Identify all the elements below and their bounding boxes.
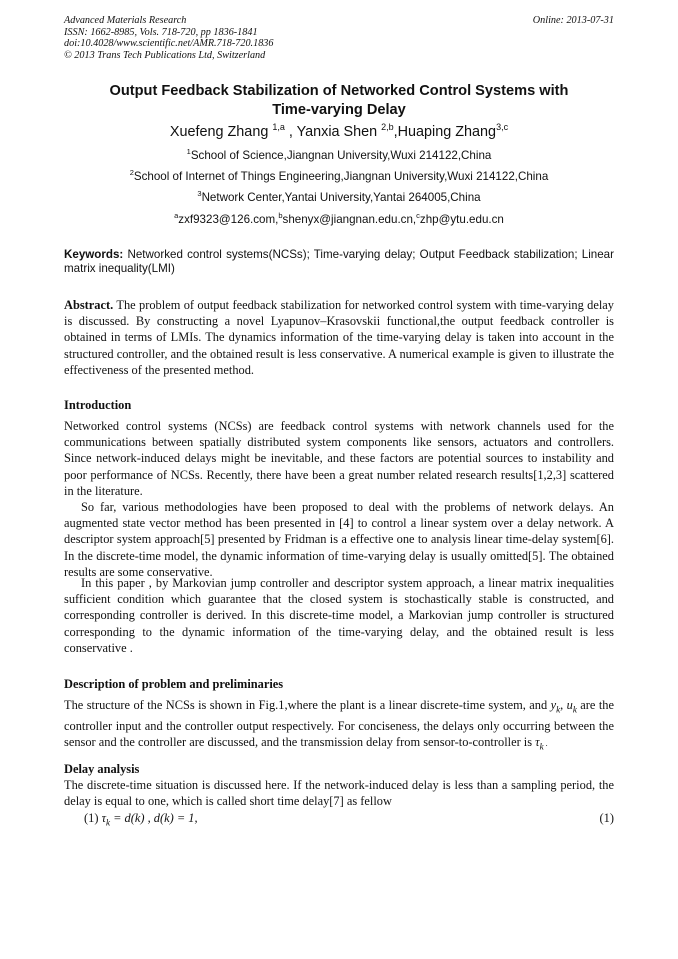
delay-analysis-heading: Delay analysis <box>64 762 140 776</box>
copyright-line: © 2013 Trans Tech Publications Ltd, Switzerland <box>64 49 266 61</box>
affiliation-text: School of Internet of Things Engineering,Jiangnan University,Wuxi 214122,China <box>133 170 549 183</box>
equation-label: (1) <box>84 811 99 825</box>
var-y-sub: k <box>556 704 561 715</box>
abstract-label: Abstract. <box>64 298 114 312</box>
affiliation-2 <box>64 170 614 184</box>
affiliation-text: Network Center,Yantai University,Yantai 264005,China <box>201 191 481 204</box>
email-c: zhp@ytu.edu.cn <box>419 213 504 226</box>
author-sup-1: 1,a <box>272 122 285 132</box>
introduction-paragraph-2: So far, various methodologies have been proposed to deal with the problems of network delays. An augmented state vector method has been presented in [4] to control a linear system over a delay network. A descriptor system approach[5] presented by Fridman is a effective one to analysis linear time-delay system[6]. In the discrete-time model, the dynamic information of time-varying delay is usually omitted[5]. The obtained results are some conservative. <box>64 500 614 579</box>
var-u: u <box>566 698 573 712</box>
var-tau-sub: k <box>539 741 544 752</box>
description-text-a: The structure of the NCSs is shown in Fig.1,where the plant is a linear discrete-time system, and <box>64 698 551 712</box>
equation-number: (1) <box>599 811 614 825</box>
equation-tau: τ <box>101 811 106 825</box>
issn-line: ISSN: 1662-8985, Vols. 718-720, pp 1836-1841 <box>64 26 258 38</box>
author-list <box>64 122 614 142</box>
keywords-block <box>64 248 614 277</box>
affiliation-text: School of Science,Jiangnan University,Wuxi 214122,China <box>190 149 492 162</box>
author-name-2: Yanxia Shen <box>296 124 378 140</box>
author-sup-2: 2,b <box>381 122 394 132</box>
description-end: . <box>543 738 548 748</box>
equation-tau-sub: k <box>106 817 110 828</box>
author-sup-3: 3,c <box>496 122 509 132</box>
author-name-1: Xuefeng Zhang <box>169 124 269 140</box>
email-sup-c: c <box>416 211 420 220</box>
author-separator-2: , <box>393 124 398 140</box>
description-comma: , <box>560 698 564 712</box>
introduction-paragraph-1: Networked control systems (NCSs) are feedback control systems with network channels used for the communications between spatially distributed system components like sensors, actuators and controllers. Since network-induced delays might be inevitable, and these factors are potential sources to instability and poor performance of NCSs. Recently, there have been a great number related research results[1,2,3] scattered in the literature. <box>64 419 614 498</box>
introduction-paragraph-3: In this paper , by Markovian jump controller and descriptor system approach, a linear matrix inequalities sufficient condition which guarantee that the closed system is stochastically stable is constructed, and corresponding controller is derived. In this discrete-time model, a Markovian jump controller is structured corresponding to the dynamic information of the time-varying delay, and the obtained result is less conservative . <box>64 576 614 655</box>
equation-text: = d(k) , d(k) = 1, <box>110 811 198 825</box>
online-date: Online: 2013-07-31 <box>532 15 614 26</box>
affiliation-sup: 1 <box>186 147 191 156</box>
var-u-sub: k <box>572 704 577 715</box>
title-line-1: Output Feedback Stabilization of Networked Control Systems with <box>109 83 569 99</box>
affiliation-1 <box>64 149 614 163</box>
email-b: shenyx@jiangnan.edu.cn, <box>282 213 417 226</box>
doi-line: doi:10.4028/www.scientific.net/AMR.718-720.1836 <box>64 38 274 50</box>
description-text-b: are the controller input and the controller output respectively. For conciseness, the delays only occurring between the sensor and the controller are discussed, and the transmission delay from sensor-to-controller is <box>64 698 614 749</box>
journal-header <box>64 15 614 61</box>
delay-analysis-paragraph: The discrete-time situation is discussed here. If the network-induced delay is less than a sampling period, the delay is equal to one, which is called short time delay[7] as fellow <box>64 778 614 809</box>
description-heading: Description of problem and preliminaries <box>64 677 284 691</box>
email-a: zxf9323@126.com, <box>178 213 279 226</box>
var-y: y <box>550 698 557 712</box>
keywords-text: Networked control systems(NCSs); Time-varying delay; Output Feedback stabilization; Linear matrix inequality(LMI) <box>64 248 614 276</box>
email-line <box>64 213 614 227</box>
email-sup-a: a <box>174 211 179 220</box>
author-separator-1: , <box>284 124 297 140</box>
author-name-3: Huaping Zhang <box>397 124 497 140</box>
description-paragraph-1 <box>64 697 614 755</box>
affiliation-3 <box>64 191 614 205</box>
journal-name: Advanced Materials Research <box>64 15 187 26</box>
var-tau: τ <box>535 734 540 749</box>
keywords-label: Keywords: <box>64 248 124 261</box>
abstract-block <box>64 297 614 378</box>
abstract-text: The problem of output feedback stabilization for networked control system with time-varying delay is discussed. By constructing a novel Lyapunov–Krasovskii functional,the output feedback controller is obtained in terms of LMIs. The dynamics information of the time-varying delay is taken into account in the structured controller, and the obtained result is less conservative. A numerical example is given to illustrate the effectiveness of the presented method. <box>64 298 614 377</box>
email-sup-b: b <box>278 211 283 220</box>
introduction-heading: Introduction <box>64 398 132 412</box>
affiliation-sup: 2 <box>129 168 134 177</box>
title-line-2: Time-varying Delay <box>272 102 406 118</box>
affiliation-sup: 3 <box>197 189 202 198</box>
equation-body <box>84 810 198 830</box>
paper-title <box>64 82 614 120</box>
